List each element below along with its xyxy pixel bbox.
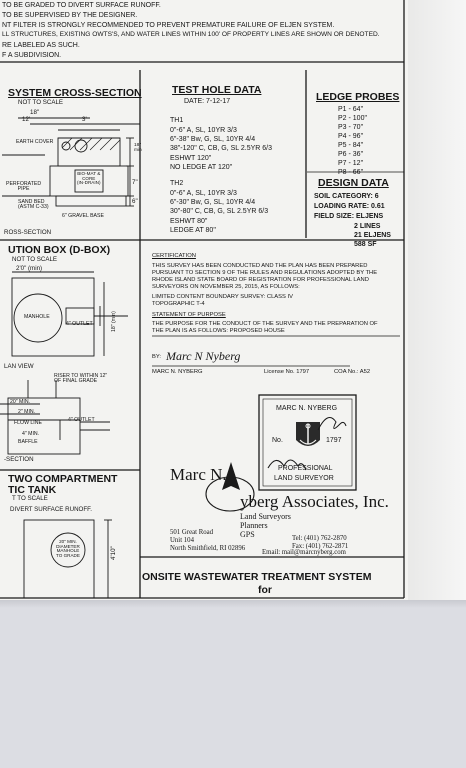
company-logo-right: yberg Associates, Inc. xyxy=(240,492,389,511)
ledge-probe-8: P8 - 66" xyxy=(338,169,364,176)
stamp-license-number: 1797 xyxy=(326,437,342,444)
stamp-title-2: LAND SURVEYOR xyxy=(274,475,334,482)
anchor-seal-icon xyxy=(296,422,320,446)
company-service-2: Planners xyxy=(240,521,268,530)
company-address-3: North Smithfield, RI 02896 xyxy=(170,545,246,552)
dbox-riser-note: RISER TO WITHIN 12" OF FINAL GRADE xyxy=(54,373,108,385)
surveyor-signature: Marc N Nyberg xyxy=(166,349,241,363)
purpose-heading: STATEMENT OF PURPOSE xyxy=(152,312,226,318)
dbox-flow-line: FLOW LINE xyxy=(14,420,42,426)
th2-line-5: LEDGE AT 80" xyxy=(170,227,216,234)
cross-section-sand-bed: SAND BED (ASTM C-33) xyxy=(18,199,49,211)
th1-line-3: 38"-120" C, CB, G, SL 2.5YR 6/3 xyxy=(170,145,272,152)
design-data-line-1: SOIL CATEGORY: 6 xyxy=(314,193,379,200)
cross-section-dim-7: 7" xyxy=(132,179,138,186)
company-tel: Tel: (401) 762-2870 xyxy=(292,535,347,542)
tank-drawing xyxy=(24,520,112,598)
cross-section-drawing xyxy=(2,118,140,206)
th2-label: TH2 xyxy=(170,180,184,187)
th2-line-1: 0"-6" A, SL, 10YR 3/3 xyxy=(170,190,237,197)
design-data-line-4: 2 LINES xyxy=(354,223,381,230)
certification-heading: CERTIFICATION xyxy=(152,253,196,259)
cross-section-earth-cover: EARTH COVER xyxy=(16,139,54,145)
cross-section-dim-mid: 3' xyxy=(82,116,87,123)
dbox-outlet2: 4" OUTLET xyxy=(68,417,95,423)
cross-section-dim-18: 18" min xyxy=(134,143,142,153)
purpose-line-1: THE PURPOSE FOR THE CONDUCT OF THE SURVEY AND THE PREPARATION OF xyxy=(152,321,378,327)
cross-section-bio-mat: BIO-MAT & CORE (IN-DRAIN) xyxy=(77,171,101,186)
dbox-plan-view: LAN VIEW xyxy=(4,363,34,370)
company-address-1: 501 Great Road xyxy=(170,529,214,536)
header-note-4: LL STRUCTURES, EXISTING OWTS'S, AND WATER LINES WITHIN 100' OF PROPERTY LINES ARE SHOWN OR DENOTED. xyxy=(2,31,380,38)
ledge-probe-3: P3 - 70" xyxy=(338,124,364,131)
surveyor-name: MARC N. NYBERG xyxy=(152,369,203,375)
certification-class-2: TOPOGRAPHIC T-4 xyxy=(152,301,205,307)
company-email: Email: mail@marcnyberg.com xyxy=(262,549,346,556)
th2-line-4: ESHWT 80" xyxy=(170,218,208,225)
certification-body-3: RHODE ISLAND STATE BOARD OF REGISTRATION FOR PROFESSIONAL LAND xyxy=(152,277,369,283)
cross-section-gravel-base: 6" GRAVEL BASE xyxy=(62,213,104,219)
header-note-1: TO BE GRADED TO DIVERT SURFACE RUNOFF. xyxy=(2,2,161,9)
dbox-manhole-label: MANHOLE xyxy=(24,314,50,320)
tank-subtitle: T TO SCALE xyxy=(12,495,48,502)
dbox-dim-side: 18" (min) xyxy=(111,311,117,332)
design-data-line-6: 588 SF xyxy=(354,241,377,248)
stamp-no-label: No. xyxy=(272,437,283,444)
tank-note: DIVERT SURFACE RUNOFF. xyxy=(10,506,92,513)
th2-line-3: 30"-80" C, CB, G, SL 2.5YR 6/3 xyxy=(170,208,269,215)
cross-section-dim-left: 12' xyxy=(22,116,31,123)
cross-section-perforated-pipe: PERFORATED PIPE xyxy=(6,181,42,193)
stamp-title-1: PROFESSIONAL xyxy=(278,465,333,472)
design-data-title: DESIGN DATA xyxy=(318,177,389,189)
th1-line-4: ESHWT 120" xyxy=(170,155,212,162)
company-address-2: Unit 104 xyxy=(170,537,194,544)
company-fax: Fax: (401) 762-2871 xyxy=(292,543,349,550)
certification-class-1: LIMITED CONTENT BOUNDARY SURVEY: CLASS IV xyxy=(152,294,293,300)
cross-section-dim-6: 6" xyxy=(132,198,138,205)
certification-body-2: PURSUANT TO SECTION 9 OF THE RULES AND REGULATIONS ADOPTED BY THE xyxy=(152,270,378,276)
dbox-outlet-label: 4" OUTLET xyxy=(66,321,93,327)
th1-label: TH1 xyxy=(170,117,184,124)
company-service-1: Land Surveyors xyxy=(240,512,291,521)
dbox-dim-top: 2'0" (min) xyxy=(16,265,43,272)
th2-line-2: 6"-30" Bw, G, SL, 10YR 4/4 xyxy=(170,199,256,206)
by-label: BY: xyxy=(152,354,162,360)
dbox-subtitle: NOT TO SCALE xyxy=(12,256,58,263)
company-logo-left: Marc N. xyxy=(170,465,227,484)
tank-manhole-label: 20" MIN. DIAMETER MANHOLE TO GRADE xyxy=(56,539,80,558)
cross-section-caption: ROSS-SECTION xyxy=(4,229,52,236)
th1-line-5: NO LEDGE AT 120" xyxy=(170,164,233,171)
design-data-line-5: 21 ELJENS xyxy=(354,232,391,239)
ledge-probe-7: P7 - 12" xyxy=(338,160,364,167)
certification-body-1: THIS SURVEY HAS BEEN CONDUCTED AND THE PLAN HAS BEEN PREPARED xyxy=(152,263,368,269)
coa-number: COA No.: A52 xyxy=(334,369,371,375)
dbox-min2: 2" MIN. xyxy=(18,409,36,415)
th1-line-1: 0"-6" A, SL, 10YR 3/3 xyxy=(170,127,237,134)
tank-dim: 4'10" xyxy=(110,546,117,560)
header-note-5: RE LABELED AS SUCH. xyxy=(2,42,80,49)
ledge-probe-6: P6 - 36" xyxy=(338,151,364,158)
ledge-probes-title: LEDGE PROBES xyxy=(316,91,400,103)
dbox-title: UTION BOX (D-BOX) xyxy=(8,244,111,256)
dbox-min4: 4" MIN. xyxy=(22,431,40,437)
certification-body-4: SURVEYORS ON NOVEMBER 25, 2015, AS FOLLOWS: xyxy=(152,284,300,290)
header-note-6: F A SUBDIVISION. xyxy=(2,52,62,59)
th1-line-2: 6"-38" Bw, G, SL, 10YR 4/4 xyxy=(170,136,256,143)
stamp-name: MARC N. NYBERG xyxy=(276,405,338,412)
tank-title-2: TIC TANK xyxy=(8,484,57,496)
company-service-3: GPS xyxy=(240,530,255,539)
license-number: License No. 1797 xyxy=(264,369,310,375)
header-note-3: NT FILTER IS STRONGLY RECOMMENDED TO PREVENT PREMATURE FAILURE OF ELJEN SYSTEM. xyxy=(2,22,335,29)
company-logo-letter: N xyxy=(226,496,234,508)
header-note-2: TO BE SUPERVISED BY THE DESIGNER. xyxy=(2,12,138,19)
footer-for: for xyxy=(258,584,272,596)
dbox-min20: 20" MIN. xyxy=(10,399,31,405)
dbox-section: -SECTION xyxy=(4,456,34,463)
design-data-line-3: FIELD SIZE: ELJENS xyxy=(314,213,384,220)
test-hole-title: TEST HOLE DATA xyxy=(172,84,262,96)
cross-section-title: SYSTEM CROSS-SECTION xyxy=(8,87,142,99)
design-data-line-2: LOADING RATE: 0.61 xyxy=(314,203,385,210)
tank-title-1: TWO COMPARTMENT xyxy=(8,473,118,485)
footer-title: ONSITE WASTEWATER TREATMENT SYSTEM xyxy=(142,571,372,583)
dbox-baffle: BAFFLE xyxy=(18,439,38,445)
ledge-probe-4: P4 - 96" xyxy=(338,133,364,140)
stamp-signature-scrawl-2 xyxy=(318,418,346,431)
test-hole-date: DATE: 7-12-17 xyxy=(184,98,231,105)
ledge-probe-2: P2 - 100" xyxy=(338,115,367,122)
cross-section-dim-top: 18" xyxy=(30,109,40,116)
ledge-probe-1: P1 - 64" xyxy=(338,106,364,113)
cross-section-subtitle: NOT TO SCALE xyxy=(18,99,64,106)
purpose-line-2: THE PLAN IS AS FOLLOWS: PROPOSED HOUSE xyxy=(152,328,285,334)
ledge-probe-5: P5 - 84" xyxy=(338,142,364,149)
